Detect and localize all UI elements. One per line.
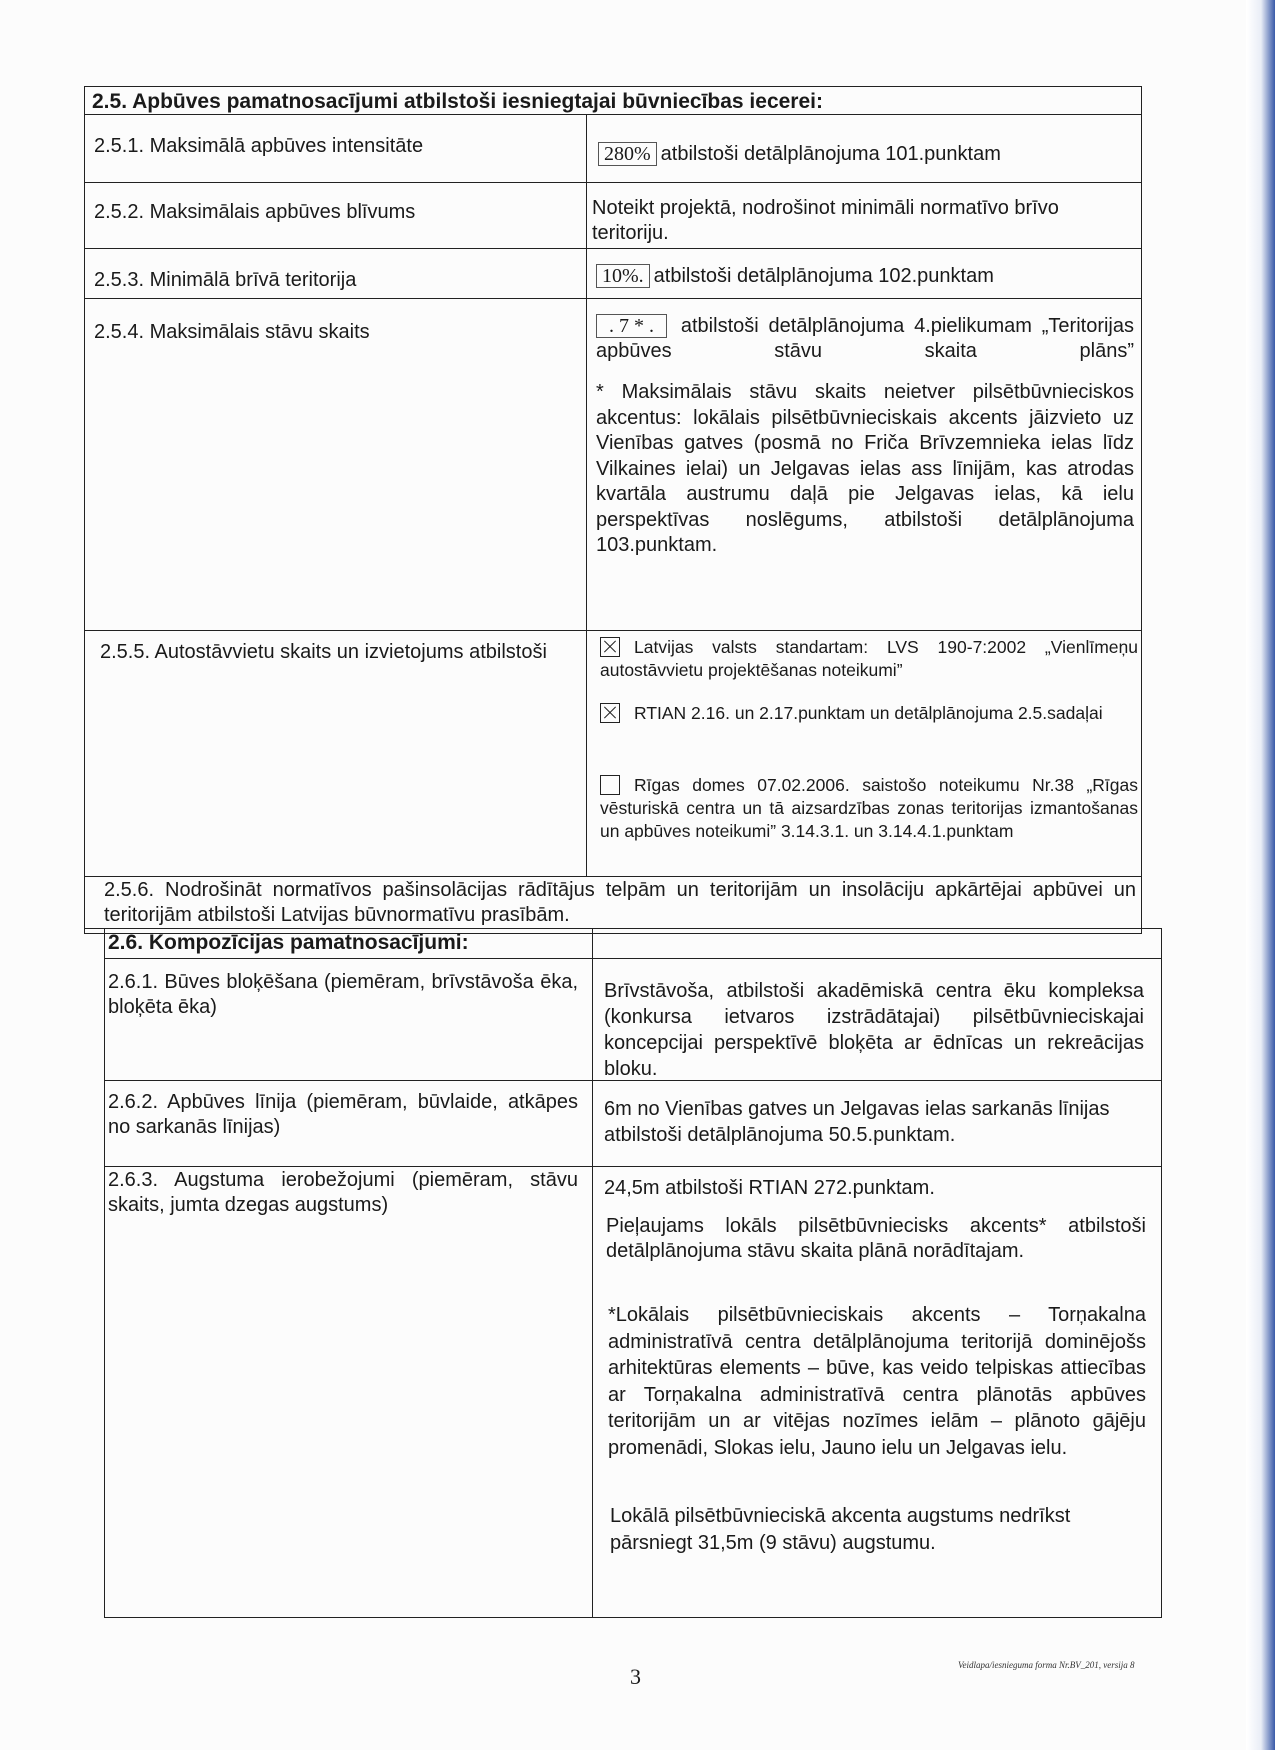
floors-field[interactable]: . 7 * . [596,314,667,338]
parking-option-lvs: Latvijas valsts standartam: LVS 190-7:2002 „Vienlīmeņu autostāvvietu projektēšanas noteikumi” [600,637,1138,680]
section-2-6-heading: 2.6. Kompozīcijas pamatnosacījumi: [108,931,469,954]
row-2-6-3-label: 2.6.3. Augstuma ierobežojumi (piemēram, stāvu skaits, jumta dzegas augstums) [108,1169,578,1216]
row-2-6-3-p4: Lokālā pilsētbūvnieciskā akcenta augstums nedrīkst pārsniegt 31,5m (9 stāvu) augstumu. [610,1505,1071,1554]
row-2-6-2-label: 2.6.2. Apbūves līnija (piemēram, būvlaide, atkāpes no sarkanās līnijas) [108,1091,578,1138]
row-2-6-3-p1: 24,5m atbilstoši RTIAN 272.punktam. [604,1177,935,1199]
row-2-5-4-label: 2.5.4. Maksimālais stāvu skaits [94,321,370,343]
checkbox-lvs-checked[interactable] [600,637,620,657]
checkbox-riga-unchecked[interactable] [600,775,620,795]
row-2-5-6: 2.5.6. Nodrošināt normatīvos pašinsolācijas rādītājus telpām un teritorijām un insolāciju apkārtējai apbūvei un teritorijām atbilstoši Latvijas būvnormatīvu prasībām. [104,879,1136,926]
parking-option-riga: Rīgas domes 07.02.2006. saistošo noteikumu Nr.38 „Rīgas vēsturiskā centra un tā aizsardzības zonas teritorijas izmantošanas un apbūves noteikumi” 3.14.3.1. un 3.14.4.1.punktam [600,775,1138,841]
form-reference: Veidlapa/iesnieguma forma Nr.BV_201, versija 8 [958,1660,1135,1670]
row-2-5-1-label: 2.5.1. Maksimālā apbūves intensitāte [94,135,424,157]
row-2-6-2-value: 6m no Vienības gatves un Jelgavas ielas sarkanās līnijas atbilstoši detālplānojuma 50.5.punktam. [604,1098,1110,1146]
row-2-5-4-value: . 7 * . atbilstoši detālplānojuma 4.pielikumam „Teritorijas apbūves stāvu skaita plāns” [596,315,1134,362]
free-territory-field[interactable]: 10%. [596,264,650,288]
row-2-6-3-p2: Pieļaujams lokāls pilsētbūvniecisks akcents* atbilstoši detālplānojuma stāvu skaita plānā norādītajam. [606,1215,1146,1262]
row-2-5-1-value: 280% atbilstoši detālplānojuma 101.punktam [598,142,1001,167]
row-2-6-3-p3: *Lokālais pilsētbūvnieciskais akcents – Torņakalna administratīvā centra detālplānojuma teritorijā dominējošs arhitektūras elements – būve, kas veido telpiskas attiecības ar Torņakalna administratīvā centra plānotās apbūves teritorijām un ar vitējas nozīmes ielām – plānoto gājēju promenādi, Slokas ielu, Jauno ielu un Jelgavas ielu. [608,1304,1146,1459]
row-2-5-4-note: * Maksimālais stāvu skaits neietver pilsētbūvnieciskos akcentus: lokālais pilsētbūvnieciskais akcents jāizvieto uz Vienības gatves (posmā no Friča Brīvzemnieka ielas līdz Vilkaines ielai) un Jelgavas ielas ass līnijām, kas atrodas kvartāla austrumu daļā pie Jelgavas ielas, kā ielu perspektīvas noslēgums, atbilstoši detālplānojuma 103.punktam. [596,381,1134,556]
intensity-field[interactable]: 280% [598,142,657,166]
row-2-5-3-label: 2.5.3. Minimālā brīvā teritorija [94,269,357,291]
checkbox-rtian-checked[interactable] [600,703,620,723]
row-2-5-5-label: 2.5.5. Autostāvvietu skaits un izvietojums atbilstoši [100,641,547,663]
section-2-5-heading: 2.5. Apbūves pamatnosacījumi atbilstoši iesniegtajai būvniecības iecerei: [92,90,823,113]
row-2-6-1-label: 2.6.1. Būves bloķēšana (piemēram, brīvstāvoša ēka, bloķēta ēka) [108,971,578,1018]
page-number: 3 [630,1664,641,1689]
row-2-5-2-value: Noteikt projektā, nodrošinot minimāli normatīvo brīvo teritoriju. [592,197,1059,244]
row-2-5-3-value: 10%. atbilstoši detālplānojuma 102.punktam [596,264,994,289]
parking-option-rtian: RTIAN 2.16. un 2.17.punktam un detālplānojuma 2.5.sadaļai [600,702,1138,725]
row-2-5-2-label: 2.5.2. Maksimālais apbūves blīvums [94,201,416,223]
row-2-6-1-value: Brīvstāvoša, atbilstoši akadēmiskā centra ēku kompleksa (konkursa ietvaros izstrādātajai) pilsētbūvnieciskajai koncepcijai perspektīvē bloķēta ar ēdnīcas un rekreācijas bloku. [604,980,1144,1080]
scan-edge-shadow [1247,0,1275,1750]
